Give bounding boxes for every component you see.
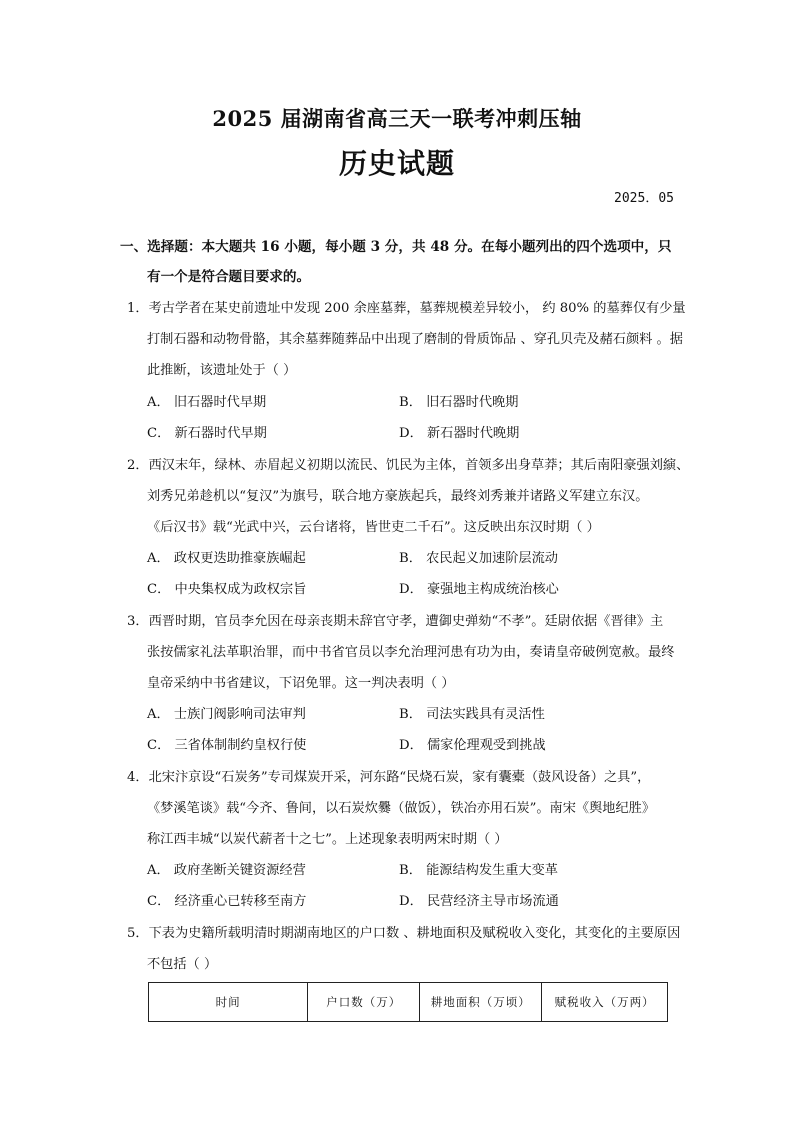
table-header-cell: 耕地面积（万顷） (420, 983, 542, 1022)
question-1-option-b[interactable]: B． 旧石器时代晚期 (399, 395, 519, 410)
question-3-line-3: 皇帝采纳中书省建议，下诏免罪。这一判决表明（ ） (147, 676, 455, 691)
question-2-option-a[interactable]: A． 政权更迭助推豪族崛起 (147, 551, 306, 566)
section-heading-line-2: 有一个是符合题目要求的。 (147, 269, 311, 285)
question-2-option-b[interactable]: B． 农民起义加速阶层流动 (399, 551, 558, 566)
question-3-option-c[interactable]: C． 三省体制制约皇权行使 (147, 738, 307, 753)
question-4-option-b[interactable]: B． 能源结构发生重大变革 (399, 863, 558, 878)
exam-date: 2025．05 (614, 191, 674, 206)
question-4-line-1: 4．北宋汴京设“石炭务”专司煤炭开采，河东路“民烧石炭，家有囊橐（鼓风设备）之具”， (127, 770, 651, 785)
table-header-cell: 时间 (149, 983, 308, 1022)
table-header-row (149, 983, 668, 1022)
question-1-line-3: 此推断，该遗址处于（ ） (147, 363, 297, 378)
question-1-option-d[interactable]: D． 新石器时代晚期 (399, 426, 520, 441)
question-3-option-b[interactable]: B． 司法实践具有灵活性 (399, 707, 545, 722)
question-1-line-1: 1．考古学者在某史前遗址中发现 200 余座墓葬，墓葬规模差异较小， 约 80% 的墓葬仅有少量 (127, 301, 686, 316)
question-3-line-2: 张按儒家礼法革职治罪，而中书省官员以李允治理河患有功为由，奏请皇帝破例宽赦。最终 (147, 645, 675, 660)
question-3-line-1: 3．西晋时期，官员李允因在母亲丧期未辞官守孝，遭御史弹劾“不孝”。廷尉依据《晋律》主 (127, 614, 664, 629)
table-header-cell: 户口数（万） (308, 983, 420, 1022)
question-5-line-2: 不包括（ ） (147, 957, 218, 972)
table-header-cell: 赋税收入（万两） (542, 983, 668, 1022)
question-3-option-a[interactable]: A． 士族门阀影响司法审判 (147, 707, 306, 722)
question-1-option-c[interactable]: C． 新石器时代早期 (147, 426, 267, 441)
question-1-line-2: 打制石器和动物骨骼，其余墓葬随葬品中出现了磨制的骨质饰品 、穿孔贝壳及赭石颜料 。据 (147, 332, 683, 347)
question-4-line-2: 《梦溪笔谈》载“今齐、鲁间，以石炭炊爨（做饭），铁冶亦用石炭”。南宋《舆地纪胜》 (147, 801, 656, 816)
question-4-option-a[interactable]: A． 政府垄断关键资源经营 (147, 863, 306, 878)
section-heading-line-1: 一、选择题：本大题共 16 小题，每小题 3 分，共 48 分。在每小题列出的四个选项中，只 (120, 239, 672, 255)
question-4-option-d[interactable]: D． 民营经济主导市场流通 (399, 894, 559, 909)
exam-title: 2025 届湖南省高三天一联考冲刺压轴 (212, 106, 582, 131)
question-3-option-d[interactable]: D． 儒家伦理观受到挑战 (399, 738, 546, 753)
data-table (148, 982, 668, 1022)
question-5-line-1: 5．下表为史籍所载明清时期湖南地区的户口数 、耕地面积及赋税收入变化，其变化的主要原因 (127, 926, 681, 941)
question-2-line-2: 刘秀兄弟趁机以“复汉”为旗号，联合地方豪族起兵，最终刘秀兼并诸路义军建立东汉。 (147, 489, 649, 504)
question-2-line-3: 《后汉书》载“光武中兴，云台诸将，皆世吏二千石”。这反映出东汉时期（ ） (147, 520, 600, 535)
question-4-line-3: 称江西丰城“以炭代薪者十之七”。上述现象表明两宋时期（ ） (147, 832, 508, 847)
exam-subject-title: 历史试题 (338, 147, 455, 180)
question-4-option-c[interactable]: C． 经济重心已转移至南方 (147, 894, 307, 909)
question-2-option-c[interactable]: C． 中央集权成为政权宗旨 (147, 582, 307, 597)
question-2-option-d[interactable]: D． 豪强地主构成统治核心 (399, 582, 559, 597)
question-2-line-1: 2．西汉末年，绿林、赤眉起义初期以流民、饥民为主体，首领多出身草莽；其后南阳豪强刘縯、 (127, 458, 690, 473)
question-1-option-a[interactable]: A． 旧石器时代早期 (147, 395, 267, 410)
